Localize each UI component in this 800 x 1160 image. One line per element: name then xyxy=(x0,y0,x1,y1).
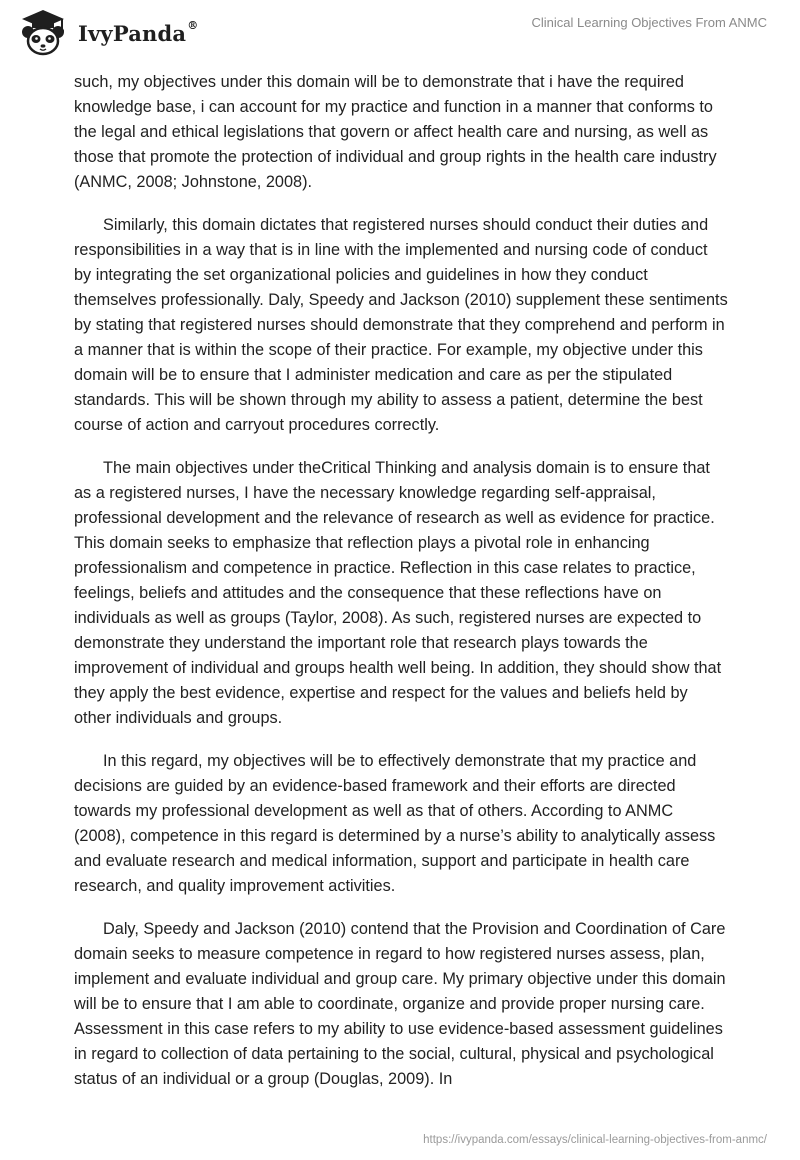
essay-body xyxy=(74,70,729,1110)
paragraph: In this regard, my objectives will be to effectively demonstrate that my practice and decisions are guided by an evidence-based framework and their efforts are directed towards my professional development as well as that of others. According to ANMC (2008), competence in this regard is determined by a nurse’s ability to analytically assess and evaluate research and medical information, support and participate in health care research, and quality improvement activities. xyxy=(74,752,716,895)
brand-logo[interactable] xyxy=(14,8,224,58)
paragraph: Similarly, this domain dictates that registered nurses should conduct their duties and responsibilities in a way that is in line with the implemented and nursing code of conduct by integrating the set organizational policies and guidelines in how they conduct themselves professionally. Daly, Speedy and Jackson (2010) supplement these sentiments by stating that registered nurses should demonstrate that they comprehend and perform in a manner that is within the scope of their practice. For example, my objective under this domain will be to ensure that I administer medication and care as per the stipulated standards. This will be shown through my ability to assess a patient, determine the best course of action and carryout procedures correctly. xyxy=(74,216,728,434)
paragraph-continued: such, my objectives under this domain will be to demonstrate that i have the required knowledge base, i can account for my practice and function in a manner that conforms to the legal and ethical legislations that govern or affect health care and nursing, as well as those that promote the protection of individual and group rights in the health care industry (ANMC, 2008; Johnstone, 2008). xyxy=(74,73,717,191)
document-title: Clinical Learning Objectives From ANMC xyxy=(531,15,767,30)
paragraph: Daly, Speedy and Jackson (2010) contend that the Provision and Coordination of Care domain seeks to measure competence in regard to how registered nurses assess, plan, implement and evaluate individual and group care. My primary objective under this domain will be to ensure that I am able to coordinate, organize and provide proper nursing care. Assessment in this case refers to my ability to use evidence-based assessment guidelines in regard to collection of data pertaining to the social, cultural, physical and psychological status of an individual or a group (Douglas, 2009). In xyxy=(74,920,726,1088)
page-header xyxy=(0,0,800,62)
registered-mark: ® xyxy=(187,19,199,32)
paragraph: The main objectives under theCritical Thinking and analysis domain is to ensure that as a registered nurses, I have the necessary knowledge regarding self-appraisal, professional development and the relevance of research as well as evidence for practice. This domain seeks to emphasize that reflection plays a pivotal role in enhancing professionalism and competence in practice. Reflection in this case relates to practice, feelings, beliefs and attitudes and the consequence that these reflections have on individuals as well as groups (Taylor, 2008). As such, registered nurses are expected to demonstrate they understand the important role that research plays towards the improvement of individual and groups health well being. In addition, they should show that they apply the best evidence, expertise and respect for the values and beliefs held by other individuals and groups. xyxy=(74,459,722,727)
panda-graduate-icon xyxy=(14,8,72,58)
source-url-link[interactable]: https://ivypanda.com/essays/clinical-learning-objectives-from-anmc/ xyxy=(423,1134,767,1146)
brand-name: IvyPanda® xyxy=(78,19,199,46)
